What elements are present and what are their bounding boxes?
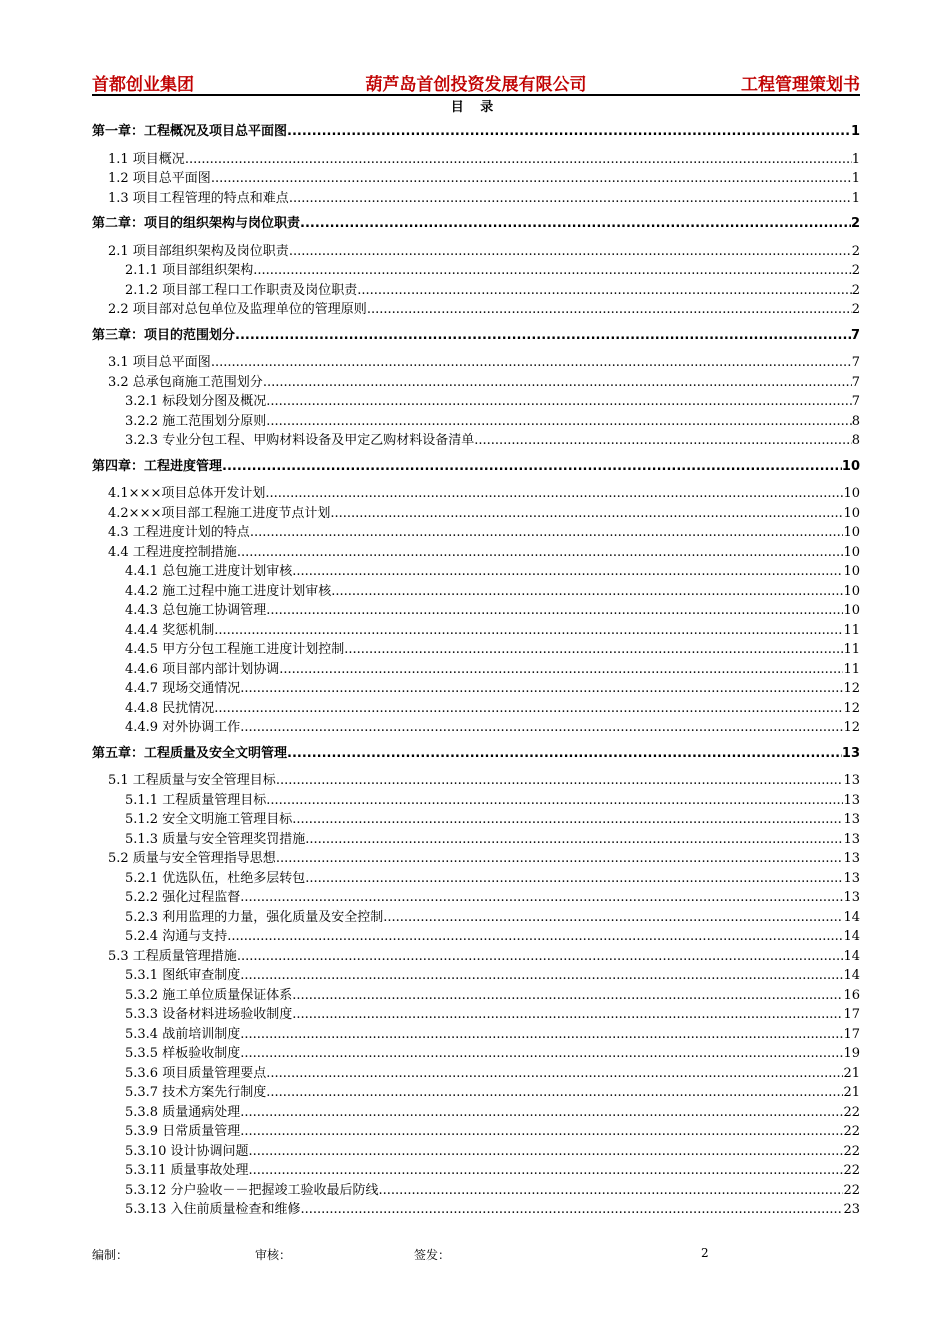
toc-section-entry[interactable] [92,1044,860,1064]
toc-section-entry[interactable] [92,300,860,320]
toc-entry-page-number: 7 [851,355,860,370]
toc-entry-title: 3.2.3 专业分包工程、甲购材料设备及甲定乙购材料设备清单 [125,433,475,448]
toc-dot-leader [474,431,852,451]
toc-entry-page-number: 17 [843,1007,860,1022]
toc-entry-page-number: 10 [843,525,860,540]
toc-dot-leader [248,1161,843,1181]
toc-entry-page-number: 1 [850,124,860,139]
toc-dot-leader [240,718,843,738]
toc-dot-leader [289,242,852,262]
toc-section-entry[interactable] [92,601,860,621]
toc-entry-page-number: 7 [851,374,860,390]
table-of-contents [92,118,860,1220]
toc-entry-title: 5.3.9 日常质量管理 [125,1124,241,1139]
toc-entry-title: 5.1.1 工程质量管理目标 [125,792,267,808]
toc-dot-leader [250,523,844,543]
toc-section-entry[interactable] [92,1064,860,1084]
toc-dot-leader [292,810,843,830]
toc-dot-leader [305,830,843,850]
toc-entry-page-number: 2 [851,263,860,278]
toc-dot-leader [266,392,852,412]
toc-entry-title: 5.2.2 强化过程监督 [125,890,241,905]
toc-dot-leader [211,353,852,373]
toc-entry-title: 3.1 项目总平面图 [108,355,211,370]
toc-heading: 目 录 [450,100,500,115]
toc-entry-page-number: 22 [843,1143,860,1159]
toc-dot-leader [330,504,843,524]
toc-entry-page-number: 2 [850,216,860,231]
toc-section-entry[interactable] [92,791,860,811]
toc-section-entry[interactable] [92,242,860,262]
toc-entry-page-number: 11 [843,661,860,677]
toc-section-entry[interactable] [92,189,860,209]
toc-section-entry[interactable] [92,679,860,699]
toc-section-entry[interactable] [92,1122,860,1142]
toc-entry-page-number: 14 [843,929,860,944]
toc-entry-title: 第二章：项目的组织架构与岗位职责 [92,216,301,231]
toc-entry-title: 5.3.2 施工单位质量保证体系 [125,987,293,1003]
toc-section-entry[interactable] [92,281,860,301]
toc-dot-leader [211,169,852,189]
toc-dot-leader [266,791,843,811]
toc-entry-page-number: 13 [843,792,860,808]
toc-entry-title: 3.2.1 标段划分图及概况 [125,394,267,409]
toc-dot-leader [287,744,842,764]
toc-entry-page-number: 14 [843,948,860,964]
toc-entry-title: 5.3.5 样板验收制度 [125,1046,241,1061]
toc-entry-page-number: 14 [843,968,860,983]
toc-dot-leader [248,1142,843,1162]
toc-section-entry[interactable] [92,660,860,680]
toc-entry-title: 5.3.8 质量通病处理 [125,1104,241,1120]
footer-page-number: 2 [701,1246,709,1260]
toc-dot-leader [265,484,843,504]
toc-entry-page-number: 10 [843,486,860,501]
toc-dot-leader [214,621,843,641]
toc-section-entry[interactable] [92,392,860,412]
toc-entry-title: 5.3.11 质量事故处理 [125,1163,249,1178]
toc-entry-title: 5.3 工程质量管理措施 [108,948,237,964]
toc-entry-page-number: 7 [850,327,860,343]
toc-entry-title: 1.3 项目工程管理的特点和难点 [108,190,289,206]
toc-entry-title: 5.1.3 质量与安全管理奖罚措施 [125,831,306,847]
toc-dot-leader [185,150,852,170]
toc-section-entry[interactable] [92,810,860,830]
toc-entry-page-number: 19 [843,1046,860,1061]
toc-entry-title: 5.1 工程质量与安全管理目标 [108,773,276,788]
toc-section-entry[interactable] [92,1181,860,1201]
toc-entry-title: 4.2×××项目部工程施工进度节点计划 [108,505,331,521]
toc-section-entry[interactable] [92,1200,860,1220]
toc-dot-leader [237,543,844,563]
toc-entry-title: 5.3.4 战前培训制度 [125,1026,241,1042]
toc-entry-title: 4.4.7 现场交通情况 [125,681,241,696]
toc-dot-leader [263,373,852,393]
toc-section-entry[interactable] [92,869,860,889]
toc-entry-title: 2.1.2 项目部工程口工作职责及岗位职责 [125,282,358,298]
toc-dot-leader [266,1083,843,1103]
toc-entry-page-number: 13 [841,745,860,761]
toc-chapter-entry[interactable] [92,457,860,477]
toc-entry-title: 第五章：工程质量及安全文明管理 [92,745,288,761]
toc-entry-title: 3.2.2 施工范围划分原则 [125,413,267,429]
toc-dot-leader [344,640,843,660]
toc-dot-leader [292,1005,843,1025]
header-document-title: 工程管理策划书 [741,75,860,95]
toc-entry-page-number: 10 [841,458,860,474]
toc-entry-title: 4.4.4 奖惩机制 [125,622,215,638]
toc-entry-title: 5.3.7 技术方案先行制度 [125,1085,267,1100]
toc-dot-leader [237,947,844,967]
toc-chapter-entry[interactable] [92,744,860,764]
toc-dot-leader [222,457,842,477]
toc-entry-title: 4.4.1 总包施工进度计划审核 [125,564,293,579]
toc-entry-title: 4.4.3 总包施工协调管理 [125,603,267,618]
toc-entry-title: 5.3.10 设计协调问题 [125,1143,249,1159]
toc-entry-page-number: 10 [843,603,860,618]
toc-section-entry[interactable] [92,431,860,451]
toc-entry-page-number: 14 [843,909,860,925]
toc-entry-title: 5.2.3 利用监理的力量，强化质量及安全控制 [125,909,384,925]
toc-entry-title: 5.1.2 安全文明施工管理目标 [125,812,293,827]
toc-entry-page-number: 22 [843,1163,860,1178]
toc-dot-leader [235,326,851,346]
toc-dot-leader [266,1064,843,1084]
toc-dot-leader [266,412,852,432]
toc-section-entry[interactable] [92,771,860,791]
toc-entry-title: 2.1 项目部组织架构及岗位职责 [108,243,289,259]
toc-section-entry[interactable] [92,484,860,504]
toc-entry-page-number: 8 [851,413,860,429]
toc-entry-page-number: 13 [843,773,860,788]
toc-entry-title: 4.4.6 项目部内部计划协调 [125,661,280,677]
toc-dot-leader [214,699,843,719]
toc-section-entry[interactable] [92,543,860,563]
toc-entry-page-number: 10 [843,583,860,599]
toc-dot-leader [331,582,843,602]
toc-entry-title: 1.2 项目总平面图 [108,171,211,186]
toc-entry-page-number: 13 [843,890,860,905]
toc-entry-page-number: 2 [851,302,860,317]
toc-dot-leader [240,966,843,986]
toc-section-entry[interactable] [92,1161,860,1181]
toc-section-entry[interactable] [92,640,860,660]
toc-dot-leader [300,1200,843,1220]
toc-chapter-entry[interactable] [92,214,860,234]
toc-section-entry[interactable] [92,699,860,719]
toc-section-entry[interactable] [92,621,860,641]
toc-entry-page-number: 1 [851,151,860,167]
toc-entry-page-number: 11 [843,622,860,638]
toc-dot-leader [276,771,844,791]
toc-section-entry[interactable] [92,718,860,738]
toc-entry-title: 4.4.9 对外协调工作 [125,720,241,735]
toc-entry-page-number: 10 [843,505,860,521]
toc-section-entry[interactable] [92,1083,860,1103]
toc-entry-page-number: 1 [851,171,860,186]
toc-entry-page-number: 2 [851,282,860,298]
toc-chapter-entry[interactable] [92,122,860,142]
toc-entry-page-number: 21 [843,1085,860,1100]
toc-dot-leader [227,927,843,947]
toc-section-entry[interactable] [92,353,860,373]
toc-entry-title: 4.1×××项目总体开发计划 [108,486,266,501]
toc-entry-title: 4.4.8 民扰情况 [125,700,215,716]
toc-entry-page-number: 13 [843,831,860,847]
toc-entry-page-number: 17 [843,1026,860,1042]
toc-entry-title: 第三章：项目的范围划分 [92,327,236,343]
toc-dot-leader [378,1181,843,1201]
footer-issue-label: 签发： [414,1248,451,1262]
toc-entry-title: 4.3 工程进度计划的特点 [108,525,250,540]
header-group-name: 首都创业集团 [92,75,194,95]
toc-section-entry[interactable] [92,261,860,281]
toc-entry-title: 5.2.1 优选队伍，杜绝多层转包 [125,870,306,886]
toc-section-entry[interactable] [92,966,860,986]
toc-entry-title: 4.4 工程进度控制措施 [108,544,237,560]
toc-section-entry[interactable] [92,1142,860,1162]
toc-section-entry[interactable] [92,1005,860,1025]
toc-dot-leader [292,986,843,1006]
toc-entry-page-number: 8 [851,433,860,448]
toc-dot-leader [289,189,852,209]
toc-dot-leader [240,1103,843,1123]
toc-entry-title: 5.3.1 图纸审查制度 [125,968,241,983]
toc-dot-leader [357,281,852,301]
toc-entry-title: 4.4.5 甲方分包工程施工进度计划控制 [125,642,345,657]
toc-entry-page-number: 13 [843,851,860,866]
toc-dot-leader [266,601,843,621]
toc-section-entry[interactable] [92,504,860,524]
header-company-name: 葫芦岛首创投资发展有限公司 [365,75,587,95]
toc-dot-leader [279,660,843,680]
toc-section-entry[interactable] [92,1025,860,1045]
toc-entry-title: 第四章：工程进度管理 [92,458,223,474]
toc-entry-page-number: 7 [851,394,860,409]
toc-section-entry[interactable] [92,1103,860,1123]
toc-section-entry[interactable] [92,169,860,189]
toc-entry-title: 第一章：工程概况及项目总平面图 [92,124,288,139]
toc-dot-leader [240,888,843,908]
toc-section-entry[interactable] [92,562,860,582]
toc-entry-title: 5.3.12 分户验收－－把握竣工验收最后防线 [125,1182,379,1198]
toc-entry-title: 2.1.1 项目部组织架构 [125,263,254,278]
toc-entry-page-number: 23 [843,1202,860,1217]
toc-entry-page-number: 13 [843,870,860,886]
toc-entry-title: 5.2.4 沟通与支持 [125,929,228,944]
toc-section-entry[interactable] [92,986,860,1006]
toc-entry-title: 1.1 项目概况 [108,151,185,167]
toc-section-entry[interactable] [92,582,860,602]
toc-dot-leader [240,679,843,699]
toc-dot-leader [300,214,851,234]
toc-section-entry[interactable] [92,830,860,850]
toc-section-entry[interactable] [92,523,860,543]
toc-section-entry[interactable] [92,908,860,928]
toc-entry-title: 5.3.13 入住前质量检查和维修 [125,1202,301,1217]
toc-section-entry[interactable] [92,412,860,432]
toc-entry-page-number: 22 [843,1182,860,1198]
toc-dot-leader [240,1044,843,1064]
toc-dot-leader [240,1025,843,1045]
toc-section-entry[interactable] [92,373,860,393]
footer-review-label: 审核： [255,1248,292,1262]
toc-section-entry[interactable] [92,927,860,947]
toc-section-entry[interactable] [92,150,860,170]
toc-entry-page-number: 12 [843,720,860,735]
toc-chapter-entry[interactable] [92,326,860,346]
toc-entry-page-number: 2 [851,243,860,259]
toc-dot-leader [276,849,844,869]
toc-entry-title: 2.2 项目部对总包单位及监理单位的管理原则 [108,302,367,317]
toc-entry-page-number: 16 [843,987,860,1003]
toc-entry-title: 4.4.2 施工过程中施工进度计划审核 [125,583,332,599]
toc-section-entry[interactable] [92,888,860,908]
toc-entry-title: 3.2 总承包商施工范围划分 [108,374,263,390]
toc-entry-page-number: 22 [843,1104,860,1120]
toc-entry-page-number: 22 [843,1124,860,1139]
page-header [92,70,860,96]
toc-section-entry[interactable] [92,849,860,869]
toc-entry-page-number: 10 [843,564,860,579]
toc-entry-title: 5.3.6 项目质量管理要点 [125,1065,267,1081]
toc-entry-page-number: 13 [843,812,860,827]
page-footer [92,1246,860,1266]
toc-dot-leader [367,300,852,320]
toc-entry-page-number: 21 [843,1065,860,1081]
toc-dot-leader [292,562,843,582]
toc-dot-leader [253,261,852,281]
toc-dot-leader [287,122,851,142]
toc-entry-page-number: 12 [843,681,860,696]
toc-entry-page-number: 11 [843,642,860,657]
toc-dot-leader [240,1122,843,1142]
toc-dot-leader [383,908,843,928]
toc-entry-page-number: 10 [843,544,860,560]
toc-section-entry[interactable] [92,947,860,967]
toc-entry-page-number: 12 [843,700,860,716]
toc-entry-title: 5.3.3 设备材料进场验收制度 [125,1007,293,1022]
toc-dot-leader [305,869,843,889]
toc-entry-title: 5.2 质量与安全管理指导思想 [108,851,276,866]
toc-entry-page-number: 1 [851,190,860,206]
footer-compiled-label: 编制： [92,1248,129,1262]
